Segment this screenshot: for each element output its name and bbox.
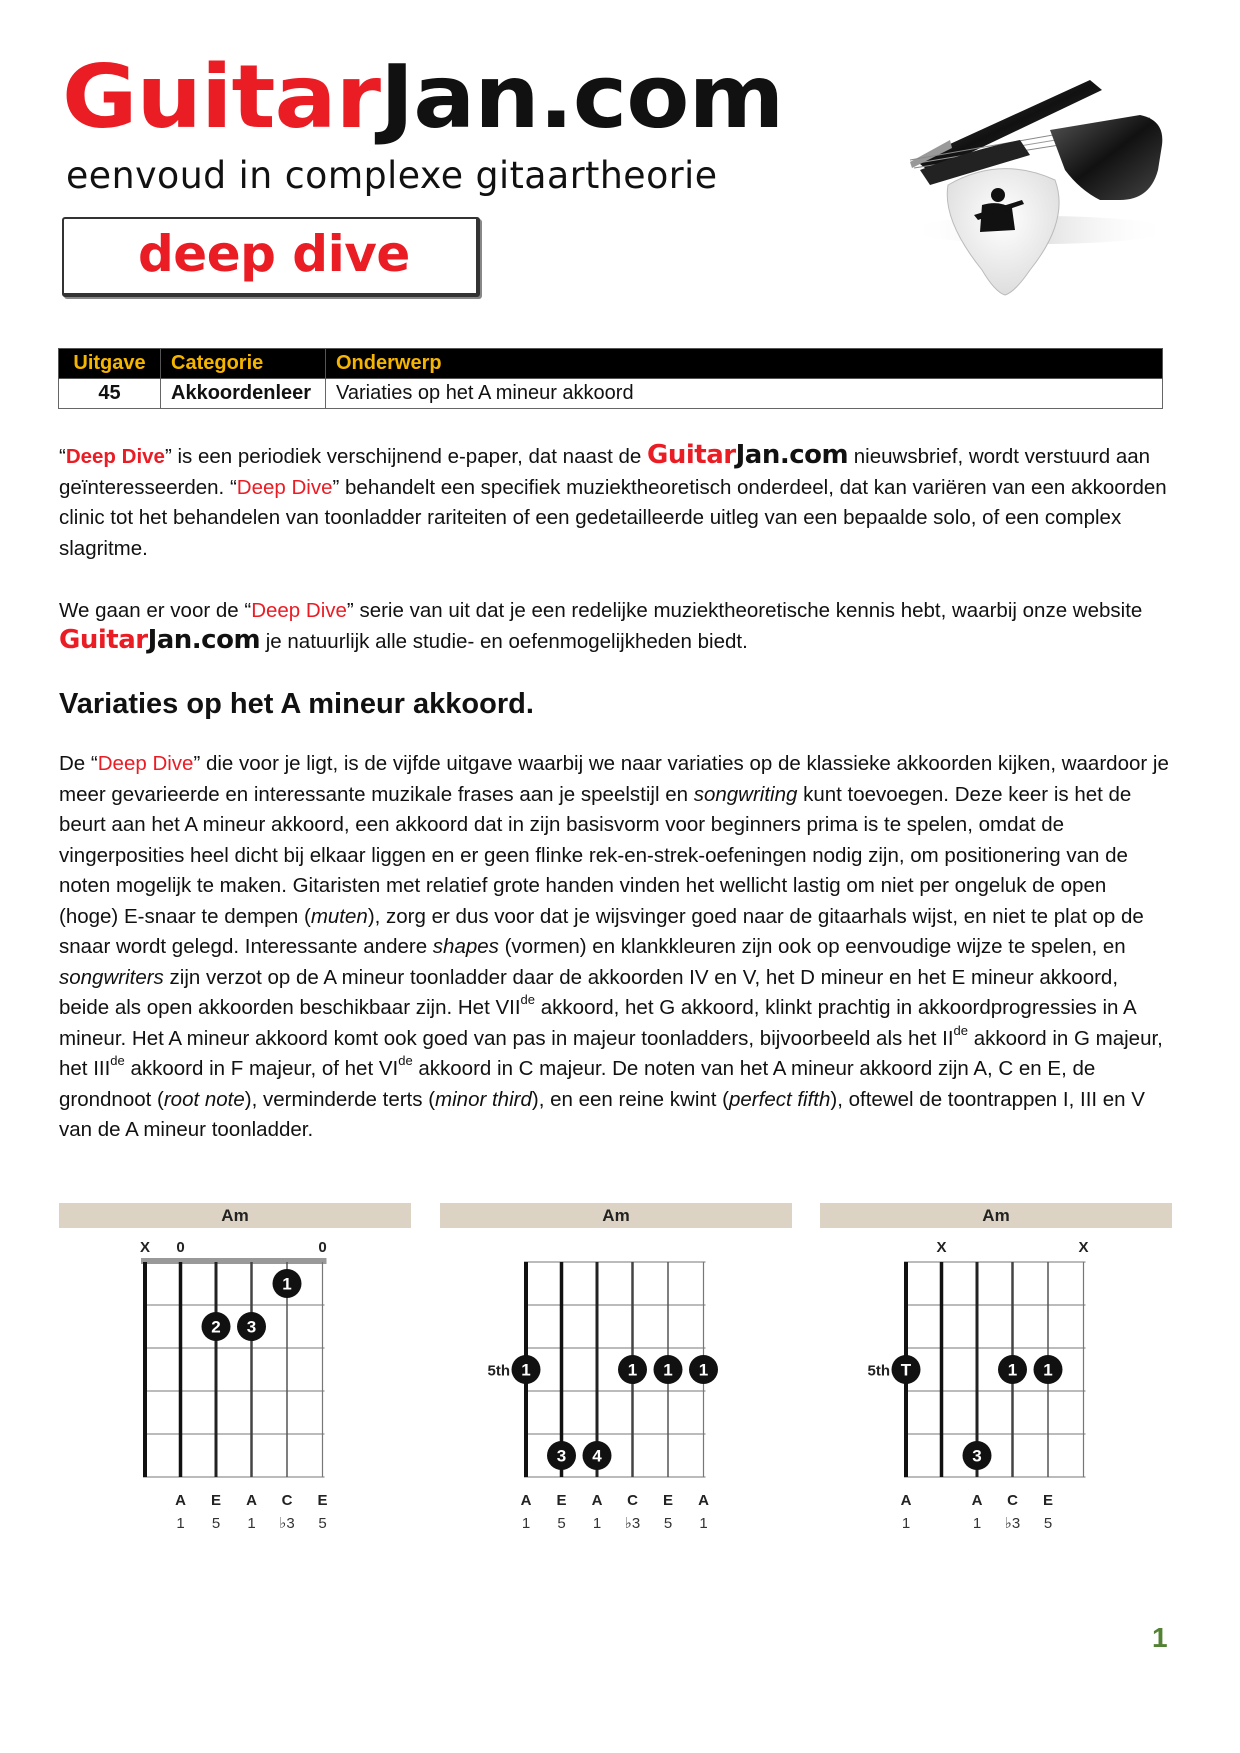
svg-text:1: 1 (521, 1360, 531, 1380)
finger-dot (1034, 1355, 1063, 1384)
fretboard-diagram (59, 1203, 411, 1533)
deep-dive-badge (62, 217, 480, 297)
interval-degree: 5 (663, 1515, 673, 1532)
finger-dot (689, 1355, 718, 1384)
svg-text:1: 1 (698, 1360, 709, 1380)
muted-string-marker: X (1078, 1239, 1089, 1256)
finger-dot (273, 1269, 302, 1298)
table-row (59, 379, 1163, 409)
finger-dot (618, 1355, 647, 1384)
finger-dot (892, 1355, 921, 1384)
header-categorie: Categorie (161, 349, 326, 379)
guitar-pick-icon (890, 60, 1180, 310)
svg-text:4: 4 (592, 1446, 602, 1466)
note-name: C (281, 1492, 293, 1509)
interval-degree: 1 (176, 1515, 185, 1532)
header-onderwerp: Onderwerp (326, 349, 1163, 379)
header-uitgave: Uitgave (59, 349, 161, 379)
interval-degree: 5 (1043, 1515, 1053, 1532)
svg-text:1: 1 (282, 1274, 292, 1294)
interval-degree: 1 (247, 1515, 256, 1532)
fret-position-label: 5th (867, 1362, 890, 1380)
svg-text:1: 1 (1043, 1360, 1053, 1380)
svg-text:2: 2 (211, 1317, 221, 1337)
issue-info-table (58, 348, 1163, 409)
open-string-marker: 0 (176, 1239, 185, 1256)
svg-text:T: T (900, 1360, 912, 1380)
cell-categorie: Akkoordenleer (161, 379, 326, 409)
badge-label: deep dive (138, 225, 410, 283)
svg-text:3: 3 (246, 1317, 257, 1337)
interval-degree: ♭3 (279, 1515, 295, 1532)
interval-degree: 1 (521, 1515, 531, 1532)
chord-diagram-3 (820, 1203, 1172, 1533)
fretboard-diagram (440, 1203, 792, 1533)
note-name: A (698, 1492, 709, 1509)
deep-dive-term: Deep Dive (236, 475, 333, 499)
logo-tagline: eenvoud in complexe gitaartheorie (66, 154, 718, 197)
chord-title: Am (59, 1203, 411, 1228)
deep-dive-term: Deep Dive (251, 599, 347, 622)
fretboard-diagram (820, 1203, 1172, 1533)
interval-degree: 1 (972, 1515, 982, 1532)
note-name: A (520, 1492, 532, 1509)
svg-text:3: 3 (972, 1446, 982, 1466)
svg-text:1: 1 (663, 1360, 673, 1380)
section-heading: Variaties op het A mineur akkoord. (59, 688, 534, 720)
note-name: A (175, 1492, 186, 1509)
interval-degree: 1 (592, 1515, 602, 1532)
site-logo (62, 46, 784, 197)
finger-dot (237, 1312, 266, 1341)
finger-dot (547, 1441, 576, 1470)
note-name: C (1007, 1492, 1018, 1509)
note-name: C (627, 1492, 638, 1509)
note-name: E (662, 1492, 674, 1509)
finger-dot (512, 1355, 541, 1384)
finger-dot (654, 1355, 683, 1384)
page-number: 1 (1152, 1622, 1168, 1653)
finger-dot (202, 1312, 231, 1341)
svg-text:1: 1 (627, 1360, 638, 1380)
note-name: E (556, 1492, 567, 1509)
interval-degree: 5 (318, 1515, 327, 1532)
deep-dive-term: Deep Dive (65, 445, 165, 468)
muted-string-marker: X (936, 1239, 947, 1256)
chord-diagram-2 (440, 1203, 792, 1533)
interval-degree: ♭3 (1004, 1515, 1021, 1532)
inline-logo: GuitarJan.com (647, 440, 849, 470)
note-name: E (317, 1492, 328, 1509)
chord-title: Am (440, 1203, 792, 1228)
cell-onderwerp: Variaties op het A mineur akkoord (326, 379, 1163, 409)
intro-paragraph-1: “Deep Dive” is een periodiek verschijnend e-paper, dat naast de GuitarJan.com nieuwsbrief, wordt verstuurd aan geïnteresseerden. “Deep Dive” behandelt een specifiek muziektheoretisch onderdeel, dat kan variëren van een akkoorden clinic tot het behandelen van toonladder rariteiten of een gedetailleerde uitleg van een bepaalde solo, of een complex slagritme. (59, 440, 1167, 560)
svg-text:3: 3 (556, 1446, 567, 1466)
logo-wordmark: GuitarJan.com (62, 46, 784, 148)
svg-text:1: 1 (1007, 1360, 1018, 1380)
interval-degree: 5 (211, 1515, 221, 1532)
finger-dot (583, 1441, 612, 1470)
note-name: E (1042, 1492, 1054, 1509)
muted-string-marker: X (139, 1239, 151, 1256)
cell-uitgave: 45 (59, 379, 161, 409)
interval-degree: 5 (557, 1515, 566, 1532)
fret-position-label: 5th (487, 1362, 510, 1380)
finger-dot (998, 1355, 1027, 1384)
section-body: De “Deep Dive” die voor je ligt, is de vijfde uitgave waarbij we naar variaties op de klassieke akkoorden kijken, waardoor je meer gevarieerde en interessante muzikale frases aan je speelstijl en songwriting kunt toevoegen. Deze keer is het de beurt aan het A mineur akkoord, een akkoord dat in zijn basisvorm voor beginners prima is te spelen, omdat de vingerposities heel dicht bij elkaar liggen en er geen flinke rek-en-strek-oefeningen nodig zijn, om positionering van de noten mogelijk te maken. Gitaristen met relatief grote handen vinden het wellicht lastig om niet per ongeluk de open (hoge) E-snaar te dempen (muten), zorg er dus voor dat je wijsvinger goed naar de gitaarhals wijst, en niet te plat op de snaar wordt gelegd. Interessante andere shapes (vormen) en klankkleuren zijn ook op eenvoudige wijze te spelen, en songwriters zijn verzot op de A mineur toonladder daar de akkoorden IV en V, het D mineur en het E mineur akkoord, beide als open akkoorden beschikbaar zijn. Het VIIde akkoord, het G akkoord, klinkt prachtig in akkoordprogressies in A mineur. Het A mineur akkoord komt ook goed van pas in majeur toonladders, bijvoorbeeld als het IIde akkoord in G majeur, het IIIde akkoord in F majeur, of het VIde akkoord in C majeur. De noten van het A mineur akkoord zijn A, C en E, de grondnoot (root note), verminderde terts (minor third), en een reine kwint (perfect fifth), oftewel de toontrappen I, III en V van de A mineur toonladder. (59, 752, 1169, 1141)
note-name: E (210, 1492, 222, 1509)
table-header-row (59, 349, 1163, 379)
finger-dot (963, 1441, 992, 1470)
note-name: A (971, 1492, 983, 1509)
chord-title: Am (820, 1203, 1172, 1228)
deep-dive-term: Deep Dive (97, 752, 194, 775)
chord-diagram-1 (59, 1203, 411, 1533)
interval-degree: 1 (699, 1515, 708, 1532)
inline-logo: GuitarJan.com (59, 624, 261, 655)
intro-paragraph-2: We gaan er voor de “Deep Dive” serie van uit dat je een redelijke muziektheoretische kennis hebt, waarbij onze website GuitarJan.com je natuurlijk alle studie- en oefenmogelijkheden biedt. (59, 599, 1143, 655)
note-name: A (246, 1492, 257, 1509)
note-name: A (591, 1492, 603, 1509)
interval-degree: 1 (901, 1515, 911, 1532)
open-string-marker: 0 (318, 1239, 327, 1256)
interval-degree: ♭3 (624, 1515, 641, 1532)
note-name: A (900, 1492, 912, 1509)
